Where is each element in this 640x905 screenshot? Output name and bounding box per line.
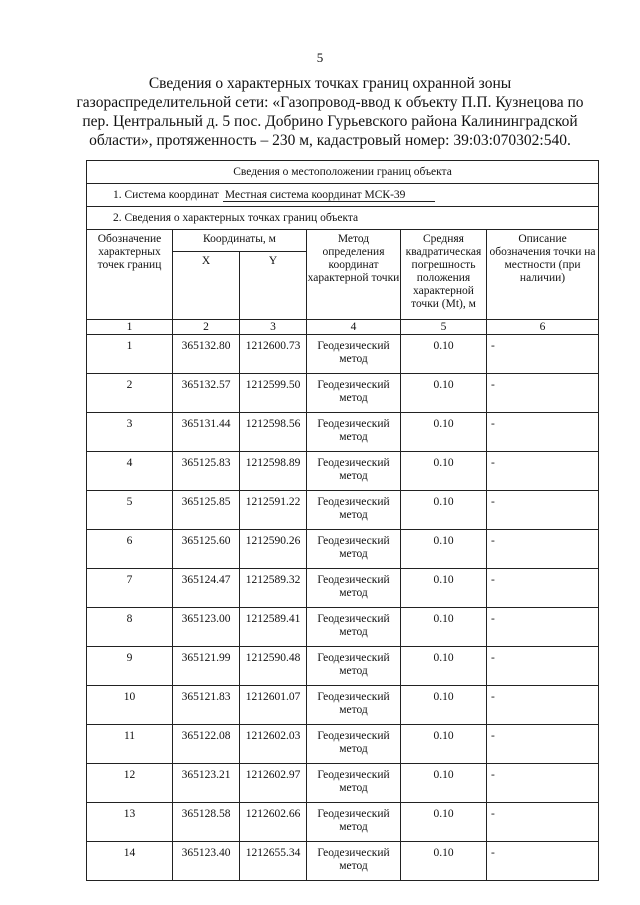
section-title: Сведения о местоположении границ объекта	[87, 161, 599, 184]
description-cell: -	[487, 608, 599, 647]
y-coordinate-cell: 1212589.41	[240, 608, 307, 647]
point-id-cell: 11	[87, 725, 173, 764]
table-row	[87, 842, 599, 881]
description-cell: -	[487, 725, 599, 764]
table-row	[87, 335, 599, 374]
point-id-cell: 5	[87, 491, 173, 530]
boundary-points-table	[86, 160, 599, 881]
method-cell: Геодезический метод	[307, 764, 401, 803]
y-coordinate-cell: 1212591.22	[240, 491, 307, 530]
method-cell: Геодезический метод	[307, 452, 401, 491]
error-cell: 0.10	[401, 335, 487, 374]
y-coordinate-cell: 1212602.03	[240, 725, 307, 764]
method-cell: Геодезический метод	[307, 335, 401, 374]
point-id-cell: 10	[87, 686, 173, 725]
x-coordinate-cell: 365123.21	[173, 764, 240, 803]
point-id-cell: 13	[87, 803, 173, 842]
method-cell: Геодезический метод	[307, 530, 401, 569]
header-error: Средняя квадратическая погрешность положения характерной точки (Mt), м	[401, 230, 487, 320]
y-coordinate-cell: 1212601.07	[240, 686, 307, 725]
point-id-cell: 9	[87, 647, 173, 686]
error-cell: 0.10	[401, 764, 487, 803]
error-cell: 0.10	[401, 491, 487, 530]
point-id-cell: 3	[87, 413, 173, 452]
method-cell: Геодезический метод	[307, 491, 401, 530]
column-number: 3	[240, 320, 307, 335]
x-coordinate-cell: 365132.57	[173, 374, 240, 413]
coordinate-system-value: Местная система координат МСК-39	[223, 189, 435, 202]
header-description: Описание обозначения точки на местности (при наличии)	[487, 230, 599, 320]
column-number: 5	[401, 320, 487, 335]
description-cell: -	[487, 842, 599, 881]
coordinate-system-row	[87, 184, 599, 207]
table-row	[87, 569, 599, 608]
column-number: 6	[487, 320, 599, 335]
header-designation: Обозначение характерных точек границ	[87, 230, 173, 320]
x-coordinate-cell: 365131.44	[173, 413, 240, 452]
y-coordinate-cell: 1212602.66	[240, 803, 307, 842]
method-cell: Геодезический метод	[307, 374, 401, 413]
x-coordinate-cell: 365125.85	[173, 491, 240, 530]
table-row	[87, 803, 599, 842]
error-cell: 0.10	[401, 452, 487, 491]
table-row	[87, 413, 599, 452]
table-row	[87, 686, 599, 725]
column-number: 1	[87, 320, 173, 335]
description-cell: -	[487, 530, 599, 569]
error-cell: 0.10	[401, 803, 487, 842]
point-id-cell: 14	[87, 842, 173, 881]
title-line: Сведения о характерных точках границ охранной зоны	[148, 75, 512, 92]
y-coordinate-cell: 1212600.73	[240, 335, 307, 374]
error-cell: 0.10	[401, 647, 487, 686]
table-row	[87, 725, 599, 764]
table-row	[87, 530, 599, 569]
error-cell: 0.10	[401, 725, 487, 764]
error-cell: 0.10	[401, 530, 487, 569]
description-cell: -	[487, 686, 599, 725]
description-cell: -	[487, 803, 599, 842]
y-coordinate-cell: 1212655.34	[240, 842, 307, 881]
y-coordinate-cell: 1212589.32	[240, 569, 307, 608]
description-cell: -	[487, 335, 599, 374]
x-coordinate-cell: 365123.40	[173, 842, 240, 881]
header-coordinates: Координаты, м	[173, 230, 307, 252]
point-id-cell: 2	[87, 374, 173, 413]
point-id-cell: 4	[87, 452, 173, 491]
table-row	[87, 491, 599, 530]
description-cell: -	[487, 764, 599, 803]
y-coordinate-cell: 1212590.48	[240, 647, 307, 686]
description-cell: -	[487, 491, 599, 530]
error-cell: 0.10	[401, 842, 487, 881]
header-method: Метод определения координат характерной точки	[307, 230, 401, 320]
y-coordinate-cell: 1212602.97	[240, 764, 307, 803]
x-coordinate-cell: 365121.83	[173, 686, 240, 725]
document-title	[70, 74, 590, 150]
method-cell: Геодезический метод	[307, 803, 401, 842]
y-coordinate-cell: 1212590.26	[240, 530, 307, 569]
header-x: X	[173, 252, 240, 320]
x-coordinate-cell: 365132.80	[173, 335, 240, 374]
x-coordinate-cell: 365124.47	[173, 569, 240, 608]
method-cell: Геодезический метод	[307, 686, 401, 725]
point-id-cell: 12	[87, 764, 173, 803]
coordinate-system-label: 1. Система координат	[113, 188, 219, 201]
method-cell: Геодезический метод	[307, 725, 401, 764]
title-line: области», протяженность – 230 м, кадастровый номер: 39:03:070302:540.	[89, 132, 571, 149]
point-id-cell: 7	[87, 569, 173, 608]
method-cell: Геодезический метод	[307, 569, 401, 608]
x-coordinate-cell: 365123.00	[173, 608, 240, 647]
x-coordinate-cell: 365121.99	[173, 647, 240, 686]
method-cell: Геодезический метод	[307, 647, 401, 686]
point-id-cell: 6	[87, 530, 173, 569]
error-cell: 0.10	[401, 569, 487, 608]
point-id-cell: 1	[87, 335, 173, 374]
column-number: 2	[173, 320, 240, 335]
x-coordinate-cell: 365125.60	[173, 530, 240, 569]
y-coordinate-cell: 1212598.89	[240, 452, 307, 491]
description-cell: -	[487, 452, 599, 491]
table-row	[87, 764, 599, 803]
header-y: Y	[240, 252, 307, 320]
x-coordinate-cell: 365128.58	[173, 803, 240, 842]
error-cell: 0.10	[401, 374, 487, 413]
description-cell: -	[487, 374, 599, 413]
error-cell: 0.10	[401, 686, 487, 725]
table-row	[87, 608, 599, 647]
column-number: 4	[307, 320, 401, 335]
description-cell: -	[487, 413, 599, 452]
table-row	[87, 374, 599, 413]
description-cell: -	[487, 569, 599, 608]
points-section-title: 2. Сведения о характерных точках границ объекта	[87, 207, 599, 230]
x-coordinate-cell: 365125.83	[173, 452, 240, 491]
description-cell: -	[487, 647, 599, 686]
table-row	[87, 452, 599, 491]
page-number: 5	[316, 50, 324, 65]
x-coordinate-cell: 365122.08	[173, 725, 240, 764]
y-coordinate-cell: 1212598.56	[240, 413, 307, 452]
title-line: газораспределительной сети: «Газопровод-ввод к объекту П.П. Кузнецова по	[76, 94, 584, 111]
method-cell: Геодезический метод	[307, 413, 401, 452]
title-line: пер. Центральный д. 5 пос. Добрино Гурьевского района Калининградской	[82, 113, 578, 130]
y-coordinate-cell: 1212599.50	[240, 374, 307, 413]
error-cell: 0.10	[401, 608, 487, 647]
error-cell: 0.10	[401, 413, 487, 452]
point-id-cell: 8	[87, 608, 173, 647]
table-row	[87, 647, 599, 686]
method-cell: Геодезический метод	[307, 842, 401, 881]
method-cell: Геодезический метод	[307, 608, 401, 647]
